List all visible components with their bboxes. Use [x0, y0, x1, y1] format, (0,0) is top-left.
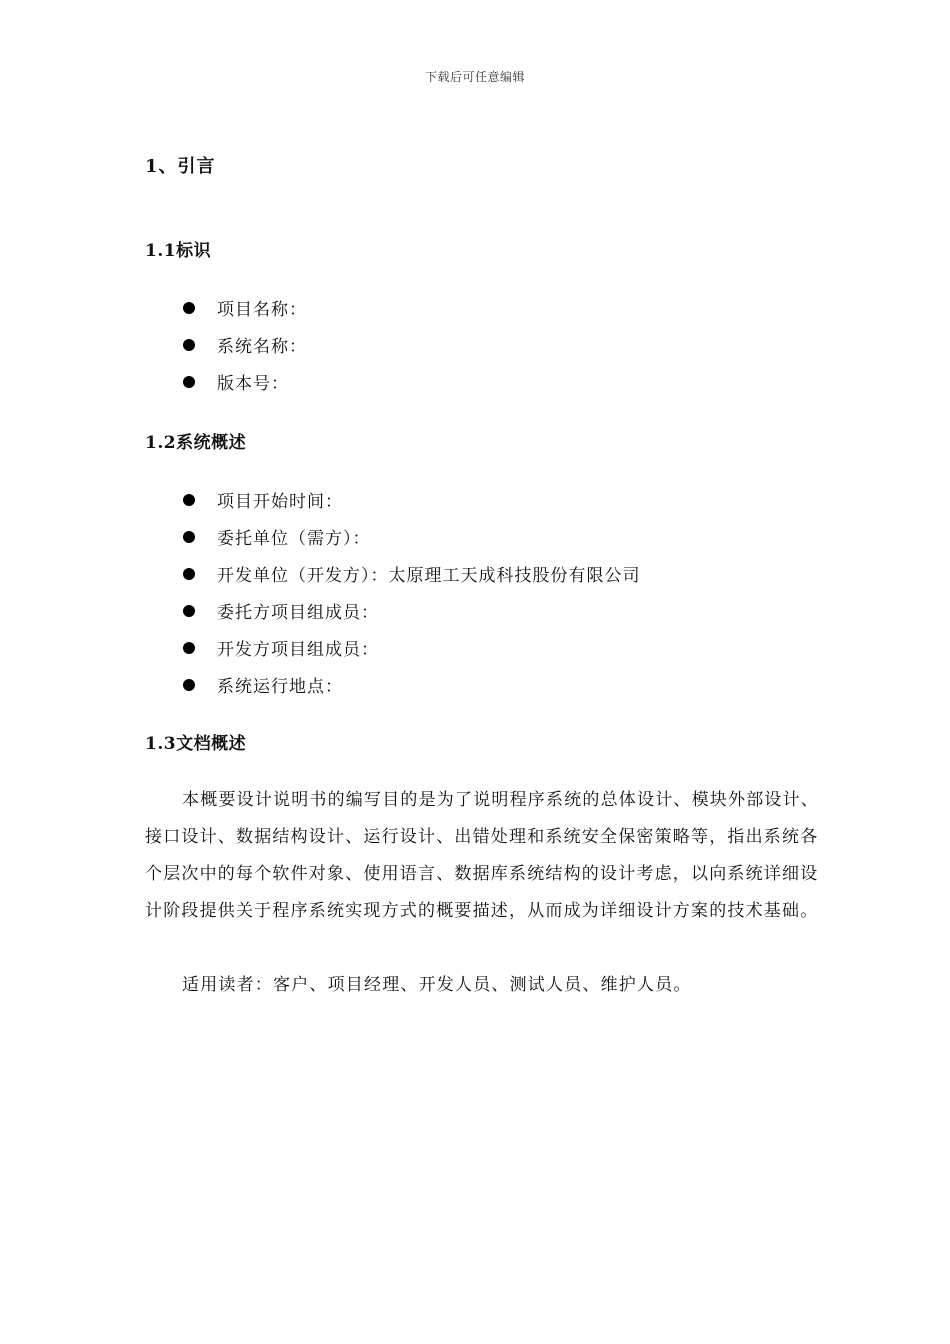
system-overview-list — [183, 481, 641, 703]
list-item — [183, 289, 307, 326]
section-1-heading: 1、引言 — [145, 156, 216, 177]
bullet-icon — [183, 642, 195, 654]
list-item — [183, 592, 641, 629]
bullet-icon — [183, 679, 195, 691]
bullet-icon — [183, 376, 195, 388]
list-item — [183, 555, 641, 592]
list-item-text: 委托单位（需方）： — [217, 529, 371, 549]
header-note: 下载后可任意编辑 — [424, 70, 525, 84]
section-1-2-heading: 1.2系统概述 — [145, 433, 247, 453]
list-item-text: 开发方项目组成员： — [217, 640, 379, 660]
list-item-text: 项目名称： — [217, 300, 307, 320]
bullet-icon — [183, 302, 195, 314]
list-item — [183, 666, 641, 703]
list-item — [183, 629, 641, 666]
list-item — [183, 326, 307, 363]
list-item-text: 系统运行地点： — [217, 677, 343, 697]
list-item-text: 系统名称： — [217, 337, 307, 357]
section-1-1-heading: 1.1标识 — [145, 241, 212, 261]
document-overview-paragraph: 本概要设计说明书的编写目的是为了说明程序系统的总体设计、模块外部设计、接口设计、数据结构设计、运行设计、出错处理和系统安全保密策略等，指出系统各个层次中的每个软件对象、使用语言、数据库系统结构的设计考虑，以向系统详细设计阶段提供关于程序系统实现方式的概要描述，从而成为详细设计方案的技术基础。 — [145, 790, 819, 921]
identification-list — [183, 289, 307, 400]
target-readers-paragraph: 适用读者：客户、项目经理、开发人员、测试人员、维护人员。 — [182, 975, 692, 995]
list-item — [183, 363, 307, 400]
list-item-text: 委托方项目组成员： — [217, 603, 379, 623]
list-item — [183, 518, 641, 555]
bullet-icon — [183, 568, 195, 580]
bullet-icon — [183, 339, 195, 351]
list-item-text: 开发单位（开发方）：太原理工天成科技股份有限公司 — [217, 566, 641, 586]
bullet-icon — [183, 531, 195, 543]
bullet-icon — [183, 494, 195, 506]
list-item-text: 版本号： — [217, 374, 289, 394]
section-1-3-heading: 1.3文档概述 — [145, 734, 247, 754]
list-item — [183, 481, 641, 518]
bullet-icon — [183, 605, 195, 617]
list-item-text: 项目开始时间： — [217, 492, 343, 512]
